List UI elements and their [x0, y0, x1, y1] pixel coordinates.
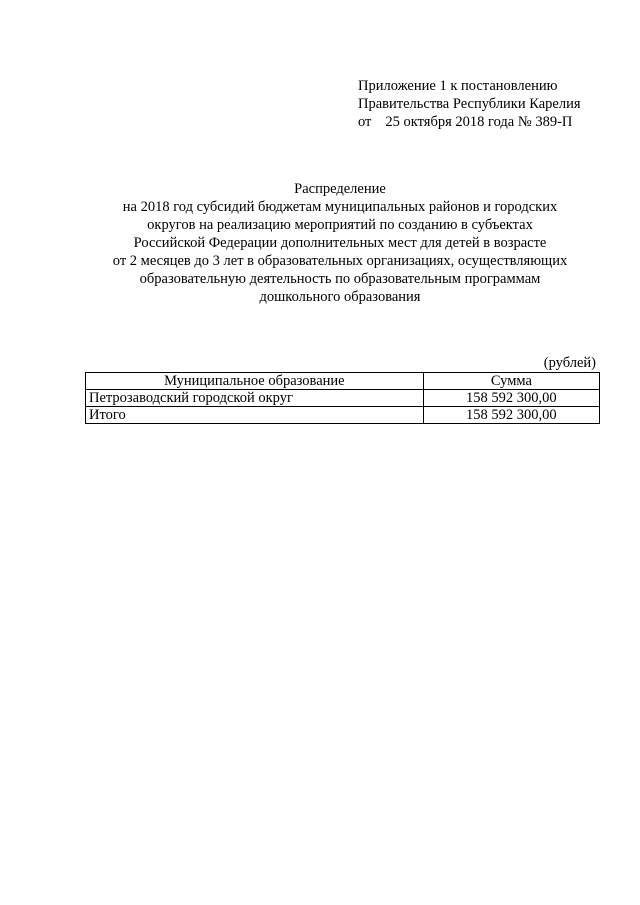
unit-label: (рублей) [543, 355, 596, 371]
title-line: Российской Федерации дополнительных мест для детей в возрасте [133, 235, 547, 251]
distribution-table [85, 372, 600, 424]
header-date-line [358, 113, 628, 131]
title-line: дошкольного образования [259, 289, 421, 305]
cell-sum: 158 592 300,00 [423, 390, 599, 407]
document-header [358, 77, 628, 131]
cell-total-sum: 158 592 300,00 [423, 407, 599, 424]
title-line: образовательную деятельность по образовательным программам [139, 271, 541, 287]
column-header-sum: Сумма [423, 373, 599, 390]
cell-total-label: Итого [86, 407, 424, 424]
table-header-row [86, 373, 600, 390]
header-appendix-line: Приложение 1 к постановлению [358, 78, 558, 94]
header-date-prefix: от [358, 114, 372, 130]
header-date-text: 25 октября 2018 года № 389-П [385, 114, 573, 130]
cell-municipality: Петрозаводский городской округ [86, 390, 424, 407]
table-row-total [86, 407, 600, 424]
title-line: от 2 месяцев до 3 лет в образовательных организациях, осуществляющих [112, 253, 568, 269]
title-line: округов на реализацию мероприятий по созданию в субъектах [147, 217, 533, 233]
table-row [86, 390, 600, 407]
title-line: на 2018 год субсидий бюджетам муниципальных районов и городских [122, 199, 558, 215]
title-heading: Распределение [294, 181, 386, 197]
column-header-municipality: Муниципальное образование [86, 373, 424, 390]
header-government-line: Правительства Республики Карелия [358, 96, 581, 112]
document-title [80, 180, 600, 306]
